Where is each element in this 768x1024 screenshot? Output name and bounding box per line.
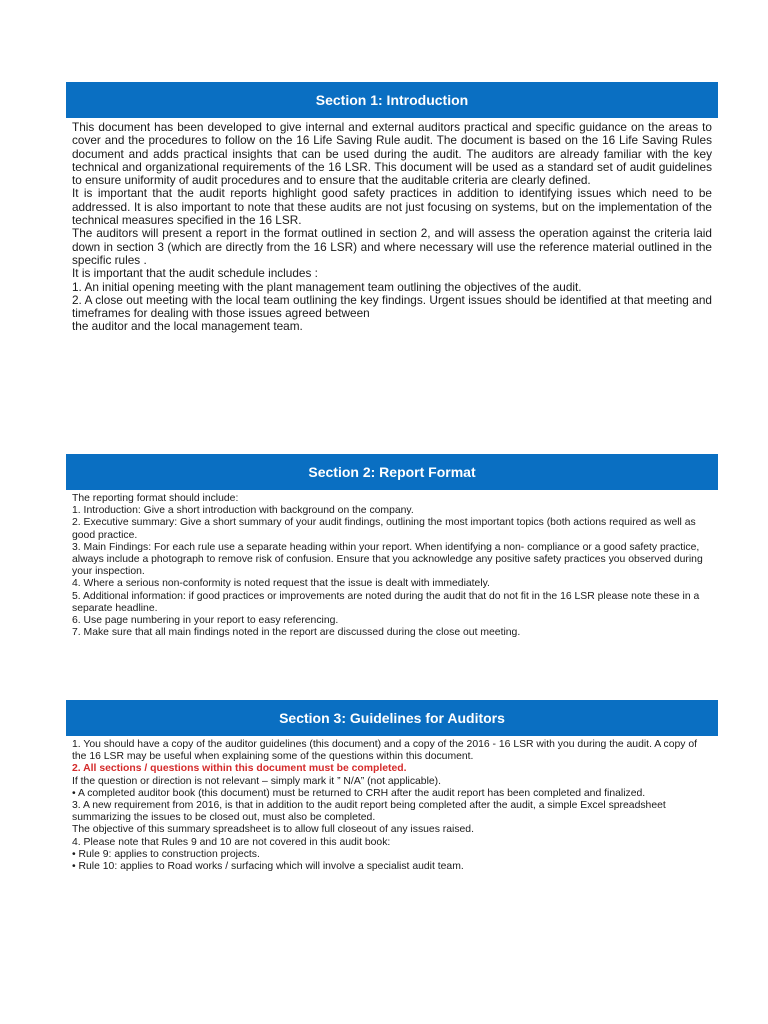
report-format-item-4: 4. Where a serious non-conformity is noted request that the issue is dealt with immediately. xyxy=(72,578,490,590)
section-report-format xyxy=(66,454,718,639)
guideline-bullet-rule-9: • Rule 9: applies to construction projects. xyxy=(72,848,260,860)
report-format-intro: The reporting format should include: xyxy=(72,493,239,504)
schedule-item-2: 2. A close out meeting with the local team outlining the key findings. Urgent issues should be identified at that meeting and timeframes for dealing with those issues agreed between xyxy=(72,292,712,321)
report-format-item-5: 5. Additional information: if good practices or improvements are noted during the audit that do not fit in the 16 LSR please note these in a separate headline. xyxy=(72,590,700,614)
section-1-header: Section 1: Introduction xyxy=(66,82,718,118)
section-1-body xyxy=(66,118,718,334)
report-format-item-7: 7. Make sure that all main findings noted in the report are discussed during the close out meeting. xyxy=(72,627,521,639)
guideline-bullet-auditor-book: • A completed auditor book (this document) must be returned to CRH after the audit report has been completed and finalized. xyxy=(72,787,646,799)
guideline-item-4: 4. Please note that Rules 9 and 10 are not covered in this audit book: xyxy=(72,836,391,848)
guideline-item-3: 3. A new requirement from 2016, is that in addition to the audit report being completed after the audit, a simple Excel spreadsheet summarizing the issues to be closed out, must also be completed. xyxy=(72,800,666,824)
report-paragraph: The auditors will present a report in the format outlined in section 2, and will assess the operation against the criteria laid down in section 3 (which are directly from the 16 LSR) and where necessary will use the reference material outlined in the specific rules . xyxy=(72,226,712,267)
intro-paragraph: This document has been developed to give internal and external auditors practical and specific guidance on the areas to cover and the procedures to follow on the 16 Life Saving Rule audit. The document is based on the 16 Life Saving Rules document and adds practical insights that can be used during the audit. The auditors are already familiar with the key technical and organizational requirements of the 16 LSR. This document will be used as a standard set of audit guidelines to ensure uniformity of audit procedures and to ensure that the auditable criteria are clearly defined. xyxy=(72,120,712,188)
section-3-header: Section 3: Guidelines for Auditors xyxy=(66,700,718,736)
guideline-item-1: 1. You should have a copy of the auditor guidelines (this document) and a copy of the 2016 - 16 LSR with you during the audit. A copy of the 16 LSR may be useful when explaining some of the questions within this document. xyxy=(72,739,698,763)
importance-paragraph: It is important that the audit reports highlight good safety practices in addition to identifying issues which need to be addressed. It is also important to note that these audits are not just focusing on systems, but on the implementation of the technical measures specified in the 16 LSR. xyxy=(72,186,712,228)
report-format-item-2: 2. Executive summary: Give a short summary of your audit findings, outlining the most important topics (both actions required as well as good practice. xyxy=(72,517,696,541)
guideline-bullet-rule-10: • Rule 10: applies to Road works / surfacing which will involve a specialist audit team. xyxy=(72,861,464,873)
report-format-item-6: 6. Use page numbering in your report to easy referencing. xyxy=(72,615,339,627)
guideline-objective: The objective of this summary spreadsheet is to allow full closeout of any issues raised. xyxy=(72,824,474,836)
section-introduction xyxy=(66,82,718,334)
section-guidelines xyxy=(66,700,718,873)
schedule-item-2-continued: the auditor and the local management team. xyxy=(72,319,303,334)
report-format-item-3: 3. Main Findings: For each rule use a separate heading within your report. When identifying a non- compliance or a good safety practice, always include a photograph to remove risk of confusion. Ensure that you acknowledge any positive safety practices you observed during your inspection. xyxy=(72,541,703,578)
guideline-na-note: If the question or direction is not relevant – simply mark it ” N/A” (not applicable). xyxy=(72,775,442,787)
guideline-item-2-required: 2. All sections / questions within this document must be completed. xyxy=(72,763,407,775)
schedule-paragraph: It is important that the audit schedule includes : xyxy=(72,266,318,281)
section-2-header: Section 2: Report Format xyxy=(66,454,718,490)
section-3-body xyxy=(66,736,718,873)
schedule-item-1: 1. An initial opening meeting with the plant management team outlining the objectives of the audit. xyxy=(72,279,582,294)
report-format-item-1: 1. Introduction: Give a short introduction with background on the company. xyxy=(72,505,414,517)
section-2-body xyxy=(66,490,718,639)
